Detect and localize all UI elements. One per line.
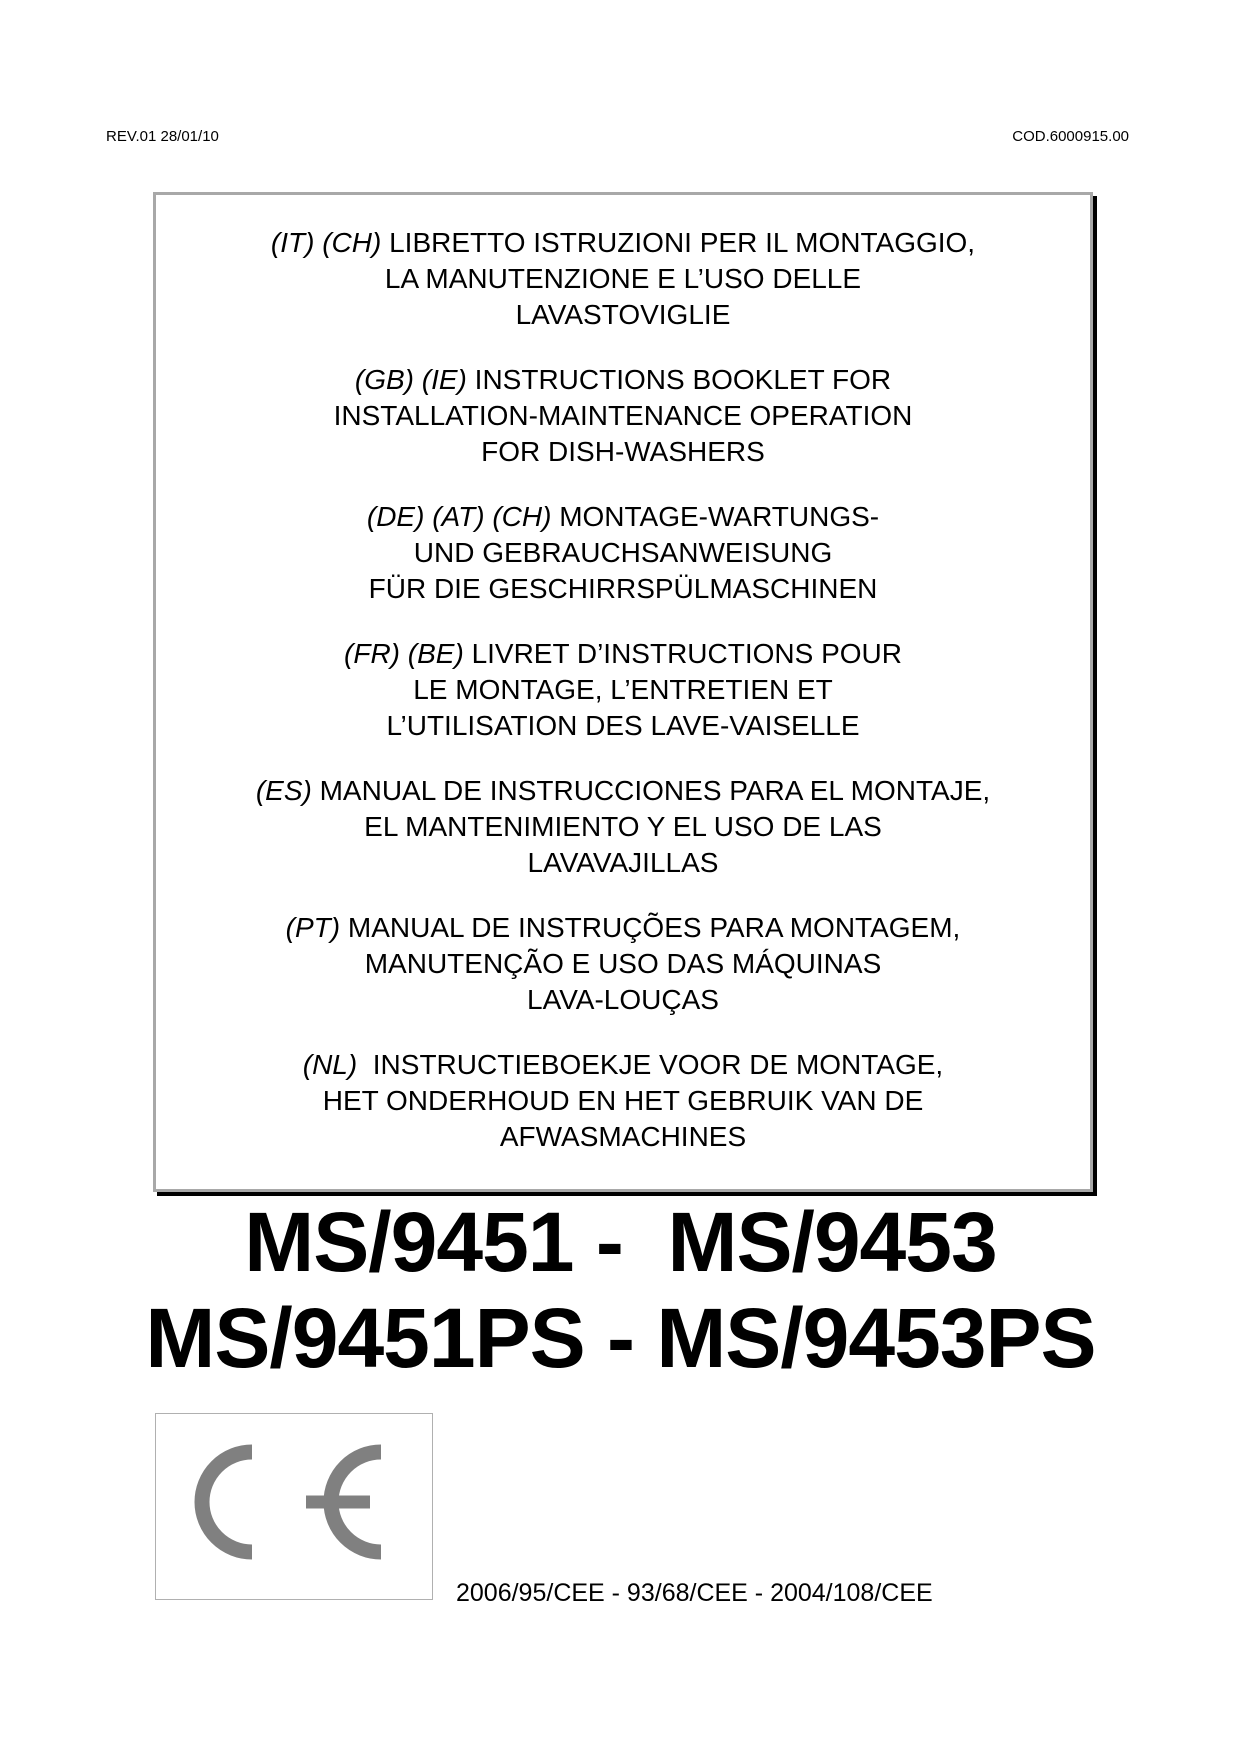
title-line: LA MANUTENZIONE E L’USO DELLE xyxy=(384,263,862,294)
document-code: COD.6000915.00 xyxy=(1012,128,1129,145)
section-it xyxy=(156,225,1090,333)
title-line: LE MONTAGE, L’ENTRETIEN ET xyxy=(413,674,833,705)
language-codes: (DE) (AT) (CH) xyxy=(366,501,552,532)
title-line: EL MANTENIMIENTO Y EL USO DE LAS xyxy=(364,811,882,842)
language-codes: (ES) xyxy=(255,775,312,806)
title-line: INSTRUCTIEBOEKJE VOOR DE MONTAGE, xyxy=(372,1049,944,1080)
title-line: HET ONDERHOUD EN HET GEBRUIK VAN DE xyxy=(322,1085,924,1116)
title-line: INSTRUCTIONS BOOKLET FOR xyxy=(474,364,892,395)
title-line: LAVAVAJILLAS xyxy=(527,847,719,878)
title-line: FOR DISH-WASHERS xyxy=(481,436,765,467)
model-numbers-line-1: MS/9451 - MS/9453 xyxy=(244,1195,997,1289)
language-codes: (IT) (CH) xyxy=(270,227,382,258)
title-line: LIVRET D’INSTRUCTIONS POUR xyxy=(471,638,902,669)
title-line: LAVASTOVIGLIE xyxy=(515,299,731,330)
section-nl xyxy=(156,1047,1090,1155)
ce-mark-logo xyxy=(155,1413,433,1600)
revision-label: REV.01 28/01/10 xyxy=(106,128,219,145)
language-codes: (GB) (IE) xyxy=(354,364,467,395)
title-line: LAVA-LOUÇAS xyxy=(527,984,719,1015)
section-es xyxy=(156,773,1090,881)
language-codes: (PT) xyxy=(285,912,341,943)
title-line: MONTAGE-WARTUNGS- xyxy=(559,501,880,532)
section-gb xyxy=(156,362,1090,470)
language-codes: (NL) xyxy=(302,1049,358,1080)
section-fr xyxy=(156,636,1090,744)
title-line: MANUAL DE INSTRUÇÕES PARA MONTAGEM, xyxy=(347,912,961,943)
language-titles-box xyxy=(153,192,1093,1192)
title-line: LIBRETTO ISTRUZIONI PER IL MONTAGGIO, xyxy=(389,227,976,258)
ce-directives: 2006/95/CEE - 93/68/CEE - 2004/108/CEE xyxy=(456,1579,933,1607)
title-line: AFWASMACHINES xyxy=(499,1121,747,1152)
title-line: FÜR DIE GESCHIRRSPÜLMASCHINEN xyxy=(368,573,878,604)
title-line: L’UTILISATION DES LAVE-VAISELLE xyxy=(386,710,860,741)
title-line: INSTALLATION-MAINTENANCE OPERATION xyxy=(333,400,913,431)
section-pt xyxy=(156,910,1090,1018)
title-line: UND GEBRAUCHSANWEISUNG xyxy=(413,537,833,568)
section-de xyxy=(156,499,1090,607)
title-line: MANUTENÇÃO E USO DAS MÁQUINAS xyxy=(364,948,882,979)
title-line: MANUAL DE INSTRUCCIONES PARA EL MONTAJE, xyxy=(319,775,991,806)
language-codes: (FR) (BE) xyxy=(344,638,464,669)
model-numbers-line-2: MS/9451PS - MS/9453PS xyxy=(145,1291,1096,1385)
ce-mark-icon xyxy=(156,1414,432,1599)
